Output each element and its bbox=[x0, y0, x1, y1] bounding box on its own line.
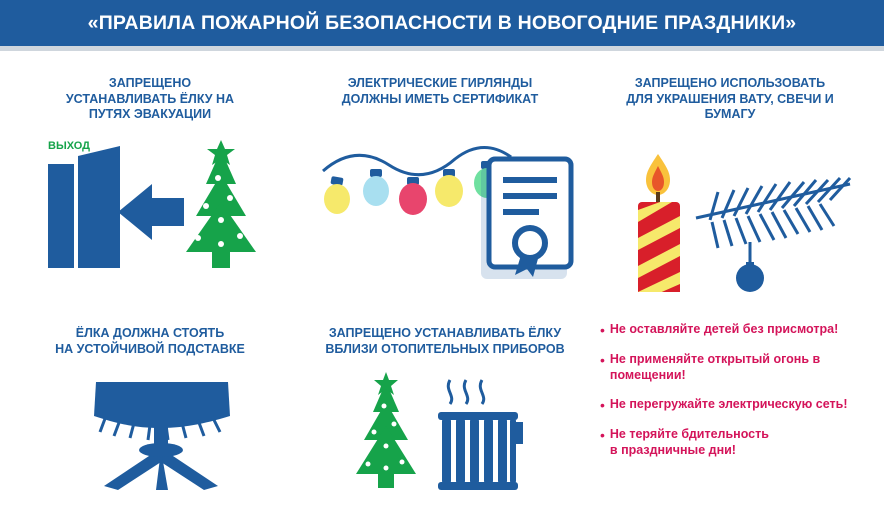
caption-heaters: ЗАПРЕЩЕНО УСТАНАВЛИВАТЬ ЁЛКУ ВБЛИЗИ ОТОПИТЕЛЬНЫХ ПРИБОРОВ bbox=[325, 326, 565, 356]
illustration-garlands bbox=[315, 125, 575, 285]
poster-header bbox=[0, 0, 884, 46]
list-item-text: Не перегружайте электрическую сеть! bbox=[609, 397, 848, 412]
illustration-heaters bbox=[330, 370, 570, 498]
page-title: «ПРАВИЛА ПОЖАРНОЙ БЕЗОПАСНОСТИ В НОВОГОДНИЕ ПРАЗДНИКИ» bbox=[87, 11, 797, 34]
tree-stand-icon bbox=[60, 378, 270, 498]
bullet-icon: • bbox=[600, 397, 605, 414]
list-item bbox=[600, 427, 880, 458]
list-item-text: Не теряйте бдительность в праздничные дни! bbox=[609, 427, 769, 457]
header-divider bbox=[0, 46, 884, 51]
tree-radiator-icon bbox=[330, 370, 570, 498]
safety-tips-list bbox=[600, 322, 880, 473]
list-item-text: Не оставляйте детей без присмотра! bbox=[609, 322, 839, 336]
caption-garlands: ЭЛЕКТРИЧЕСКИЕ ГИРЛЯНДЫ ДОЛЖНЫ ИМЕТЬ СЕРТИФИКАТ bbox=[341, 76, 539, 106]
exit-door-tree-icon bbox=[40, 140, 280, 280]
list-item-text: Не применяйте открытый огонь в помещении! bbox=[609, 352, 821, 382]
list-item bbox=[600, 322, 880, 338]
bullet-icon: • bbox=[600, 427, 605, 444]
candle-branch-icon bbox=[600, 132, 870, 292]
illustration-decorations bbox=[600, 132, 870, 292]
list-item bbox=[600, 397, 880, 413]
bullet-icon: • bbox=[600, 352, 605, 368]
exit-sign-label: ВЫХОД bbox=[48, 140, 91, 152]
garland-certificate-icon bbox=[315, 125, 575, 285]
caption-evacuation: ЗАПРЕЩЕНО УСТАНАВЛИВАТЬ ЁЛКУ НА ПУТЯХ ЭВАКУАЦИИ bbox=[65, 76, 235, 122]
caption-stand: ЁЛКА ДОЛЖНА СТОЯТЬ НА УСТОЙЧИВОЙ ПОДСТАВКЕ bbox=[55, 326, 245, 356]
list-item bbox=[600, 352, 880, 383]
illustration-evacuation bbox=[40, 140, 280, 290]
caption-decorations: ЗАПРЕЩЕНО ИСПОЛЬЗОВАТЬ ДЛЯ УКРАШЕНИЯ ВАТУ, СВЕЧИ И БУМАГУ bbox=[626, 76, 834, 122]
bullet-icon: • bbox=[600, 322, 605, 338]
illustration-stand bbox=[60, 378, 270, 498]
